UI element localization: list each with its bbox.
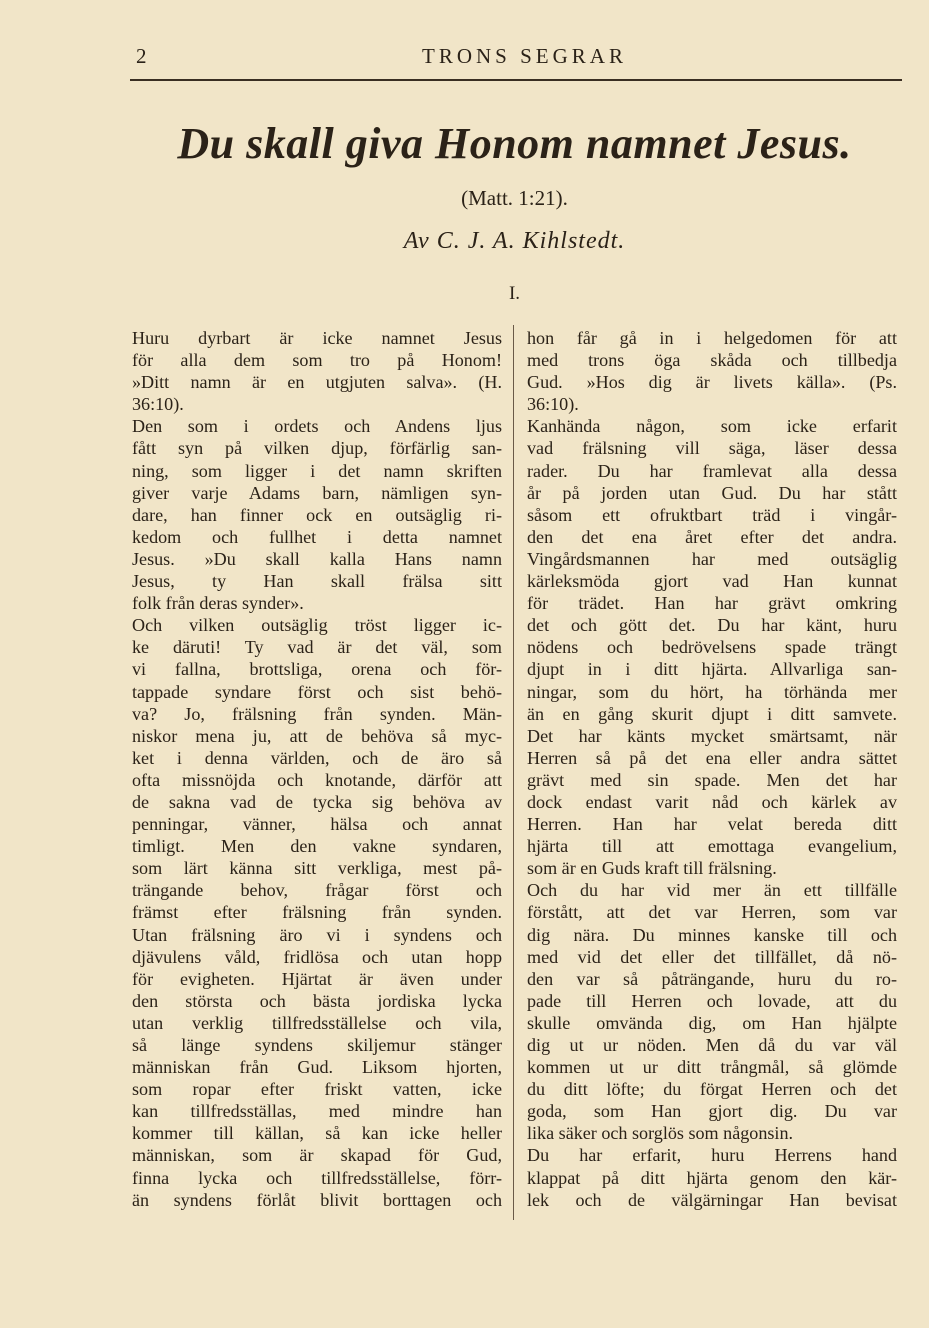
text-line: rader. Du har framlevat alla dessa <box>527 460 897 481</box>
text-line: lika säker och sorglös som någonsin. <box>527 1123 794 1144</box>
scripture-reference: (Matt. 1:21). <box>461 186 568 210</box>
text-line: Och du har vid mer än ett tillfälle <box>527 880 897 901</box>
text-line: med vid det eller det tillfället, då nö- <box>527 946 897 967</box>
author-byline: Av C. J. A. Kihlstedt. <box>403 228 626 254</box>
text-line: människan från Gud. Liksom hjorten, <box>132 1057 502 1078</box>
text-line: Det har känts mycket smärtsamt, när <box>527 725 897 746</box>
text-line: den det ena året efter det andra. <box>527 526 897 547</box>
text-line: »Ditt namn är en utgjuten salva». (H. <box>132 372 502 393</box>
text-line: Vingårdsmannen har med outsäglig <box>527 548 897 569</box>
text-line: fått syn på vilken djup, förfärlig san- <box>132 438 502 459</box>
text-line: Den som i ordets och Andens ljus <box>132 416 502 437</box>
text-line: hjärta till att emottaga evangelium, <box>527 836 897 857</box>
text-line: djävulens våld, fridlösa och utan hopp <box>132 946 502 967</box>
text-line: såsom ett ofruktbart träd i vingår- <box>527 504 897 525</box>
text-line: goda, som Han gjort dig. Du var <box>527 1101 897 1122</box>
text-line: Herren. Han har velat bereda ditt <box>527 814 897 835</box>
text-line: Jesus. »Du skall kalla Hans namn <box>132 548 502 569</box>
text-line: utan verklig tillfredsställelse och vila, <box>132 1012 502 1033</box>
text-line: ofta missnöjda och knotande, därför att <box>132 769 502 790</box>
text-line: dock endast varit nåd och kärlek av <box>527 791 897 812</box>
text-line: vi fallna, brottsliga, orena och för- <box>132 659 502 680</box>
text-line: grävt med sin spade. Men det har <box>527 769 897 790</box>
text-line: människan, som är skapad för Gud, <box>132 1145 502 1166</box>
text-line: så länge syndens skiljemur stänger <box>132 1035 502 1055</box>
text-line: förstått, att det var Herren, som var <box>527 902 897 923</box>
text-line: kan tillfredsställas, med mindre han <box>132 1101 502 1122</box>
text-line: än syndens förlåt blivit borttagen och <box>132 1189 502 1210</box>
text-line: ke däruti! Ty vad är det väl, som <box>132 637 502 658</box>
text-line: som ropar efter friskt vatten, icke <box>132 1079 502 1100</box>
text-line: 36:10). <box>527 394 579 415</box>
section-number: I. <box>508 283 521 304</box>
page-number: 2 <box>136 44 148 68</box>
text-line: än en gång skurit djupt i ditt samvete. <box>527 703 897 724</box>
text-line: lek och de välgärningar Han bevisat <box>527 1189 897 1210</box>
text-line: Jesus, ty Han skall frälsa sitt <box>132 571 502 592</box>
text-line: för alla dem som tro på Honom! <box>132 350 502 371</box>
text-line: klappat på ditt hjärta genom den kär- <box>527 1167 897 1188</box>
text-line: vad frälsning vill säga, läser dessa <box>527 438 897 459</box>
text-line: den var så påträngande, huru du ro- <box>527 968 897 989</box>
text-line: de sakna vad de tycka sig behöva av <box>132 791 502 812</box>
text-line: som lärt känna sitt verkliga, mest på- <box>132 858 502 879</box>
text-line: med trons öga skåda och tillbedja <box>527 350 897 371</box>
text-line: giver varje Adams barn, nämligen syn- <box>132 482 502 503</box>
text-line: för evigheten. Hjärtat är även under <box>132 968 502 989</box>
text-line: ning, som ligger i det namn skriften <box>132 460 502 481</box>
text-line: va? Jo, frälsning från synden. Män- <box>132 703 502 724</box>
text-line: folk från deras synder». <box>132 593 304 614</box>
text-line: främst efter frälsning från synden. <box>132 902 502 923</box>
text-line: dare, han finner ock en outsäglig ri- <box>132 504 502 525</box>
running-title: TRONS SEGRAR <box>422 44 627 68</box>
column-divider <box>513 325 514 1220</box>
text-line: ket i denna världen, och de äro så <box>132 747 502 768</box>
text-line: trängande behov, frågar först och <box>132 880 502 901</box>
text-line: den största och bästa jordiska lycka <box>132 990 502 1011</box>
text-line: hon får gå in i helgedomen för att <box>527 328 897 348</box>
text-line: pade till Herren och lovade, att du <box>527 990 897 1011</box>
text-line: Kanhända någon, som icke erfarit <box>527 416 897 437</box>
text-line: Herren så på det ena eller andra sättet <box>527 747 897 768</box>
text-line: tappade syndare först och sist behö- <box>132 681 502 702</box>
text-line: kommen ut ur ditt trångmål, så glömde <box>527 1057 897 1078</box>
text-line: du ditt löfte; du förgat Herren och det <box>527 1079 897 1100</box>
text-line: penningar, vänner, hälsa och annat <box>132 814 502 835</box>
text-line: kärleksmöda gjort vad Han kunnat <box>527 571 897 592</box>
text-line: för trädet. Han har grävt omkring <box>527 593 897 614</box>
text-line: finna lycka och tillfredsställelse, förr- <box>132 1167 502 1188</box>
text-line: Och vilken outsäglig tröst ligger ic- <box>132 615 502 636</box>
text-line: Utan frälsning äro vi i syndens och <box>132 924 502 945</box>
text-line: 36:10). <box>132 394 184 415</box>
text-line: dig ut ur nöden. Men då du var väl <box>527 1035 897 1055</box>
text-line: år på jorden utan Gud. Du har stått <box>527 482 897 503</box>
text-line: som är en Guds kraft till frälsning. <box>527 858 777 879</box>
text-line: skulle omvända dig, om Han hjälpte <box>527 1012 897 1033</box>
text-line: kommer till källan, så kan icke heller <box>132 1123 502 1144</box>
text-line: timligt. Men den vakne syndaren, <box>132 836 502 857</box>
article-title: Du skall giva Honom namnet Jesus. <box>177 119 852 168</box>
text-line: Gud. »Hos dig är livets källa». (Ps. <box>527 372 897 393</box>
header-rule <box>130 79 902 81</box>
text-line: ningar, som du hört, ha törhända mer <box>527 681 897 702</box>
text-line: det och gött det. Du har känt, huru <box>527 615 897 636</box>
text-line: Huru dyrbart är icke namnet Jesus <box>132 328 502 348</box>
text-line: niskor mena ju, att de behöva så myc- <box>132 725 502 746</box>
text-line: nödens och bedrövelsens spade trängt <box>527 637 897 658</box>
text-line: dig nära. Du minnes kanske till och <box>527 924 897 945</box>
left-column <box>132 327 502 1211</box>
text-line: Du har erfarit, huru Herrens hand <box>527 1145 897 1166</box>
text-line: kedom och fullhet i detta namnet <box>132 526 502 547</box>
text-line: djupt in i ditt hjärta. Allvarliga san- <box>527 659 897 680</box>
right-column <box>527 327 897 1211</box>
